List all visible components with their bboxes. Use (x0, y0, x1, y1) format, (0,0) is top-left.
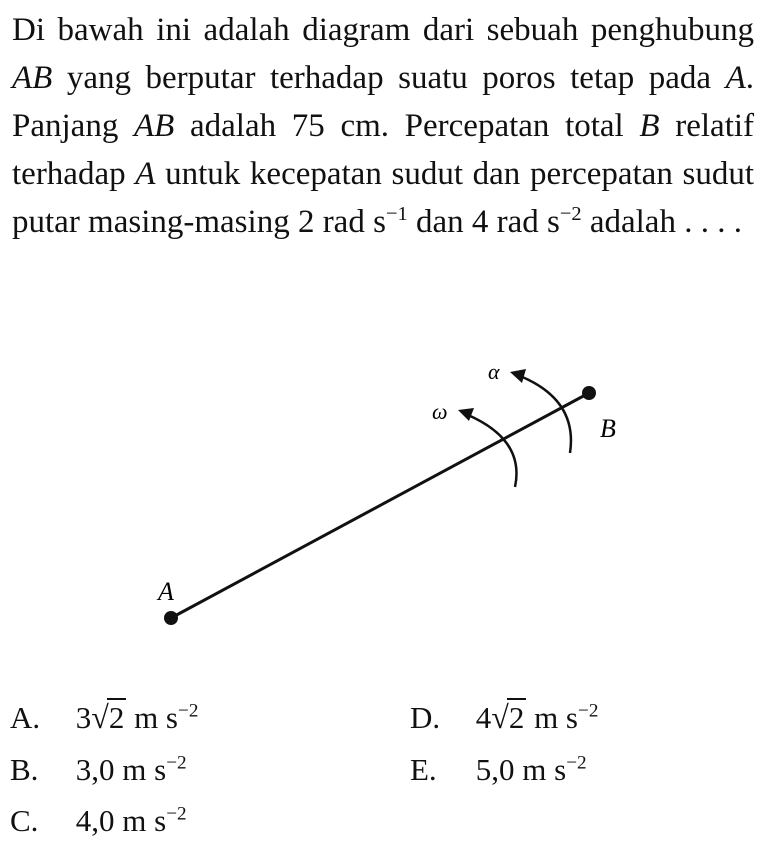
label-omega: ω (432, 399, 448, 424)
question-segment: untuk kecepatan sudut dan percepatan sudut putar masing-masing 2 rad s (12, 156, 754, 240)
label-alpha: α (488, 359, 500, 384)
option-unit: m s (522, 752, 567, 787)
question-text (12, 6, 754, 246)
exponent: −2 (559, 203, 582, 225)
link-diagram (0, 355, 765, 655)
option-unit: m s (122, 752, 167, 787)
label-A: A (158, 577, 174, 606)
var-AB: AB (12, 60, 53, 96)
sqrt-radical: √2 (91, 699, 125, 735)
question-segment: yang berputar terhadap suatu poros tetap pada (66, 60, 712, 96)
question-segment: Di bawah ini adalah diagram dari sebuah penghubung (12, 12, 754, 48)
exponent: −2 (566, 752, 587, 774)
exponent: −2 (166, 752, 187, 774)
link-AB (171, 393, 589, 618)
point-A (164, 611, 178, 625)
exponent: −2 (578, 700, 599, 722)
radicand: 2 (508, 700, 525, 735)
question-segment: adalah . . . . (589, 204, 742, 240)
option-letter: B. (10, 752, 39, 787)
option-c[interactable] (10, 801, 187, 841)
option-value: 5,0 (475, 752, 515, 787)
var-A: A (725, 60, 746, 96)
option-letter: A. (10, 700, 41, 735)
option-e[interactable] (410, 750, 587, 790)
option-a[interactable] (10, 697, 198, 738)
question-segment: adalah 75 cm. Percepatan total (190, 108, 624, 144)
alpha-arc (520, 376, 571, 453)
radicand: 2 (108, 700, 125, 735)
exponent: −2 (178, 700, 199, 722)
sqrt-radical: √2 (491, 699, 525, 735)
option-coefficient: 4 (475, 700, 492, 735)
option-value: 4,0 (75, 803, 115, 838)
exponent: −2 (166, 803, 187, 825)
option-letter: D. (410, 700, 441, 735)
option-letter: E. (410, 752, 437, 787)
option-coefficient: 3 (75, 700, 92, 735)
question-segment: . Panjang (12, 60, 755, 144)
omega-arrowhead (458, 408, 474, 421)
option-unit: m s (534, 700, 578, 735)
var-B: B (639, 108, 660, 144)
option-d[interactable] (410, 697, 598, 738)
question-segment: dan 4 rad s (407, 204, 560, 240)
exponent: −1 (385, 203, 408, 225)
omega-arc (468, 415, 516, 487)
question-segment: relatif terhadap (12, 108, 755, 192)
var-AB: AB (134, 108, 175, 144)
point-B (582, 386, 596, 400)
label-B: B (600, 414, 616, 443)
option-letter: C. (10, 803, 39, 838)
option-unit: m s (122, 803, 167, 838)
alpha-arrowhead (510, 369, 526, 383)
var-A: A (135, 156, 156, 192)
option-unit: m s (134, 700, 178, 735)
option-b[interactable] (10, 750, 187, 790)
option-value: 3,0 (75, 752, 115, 787)
